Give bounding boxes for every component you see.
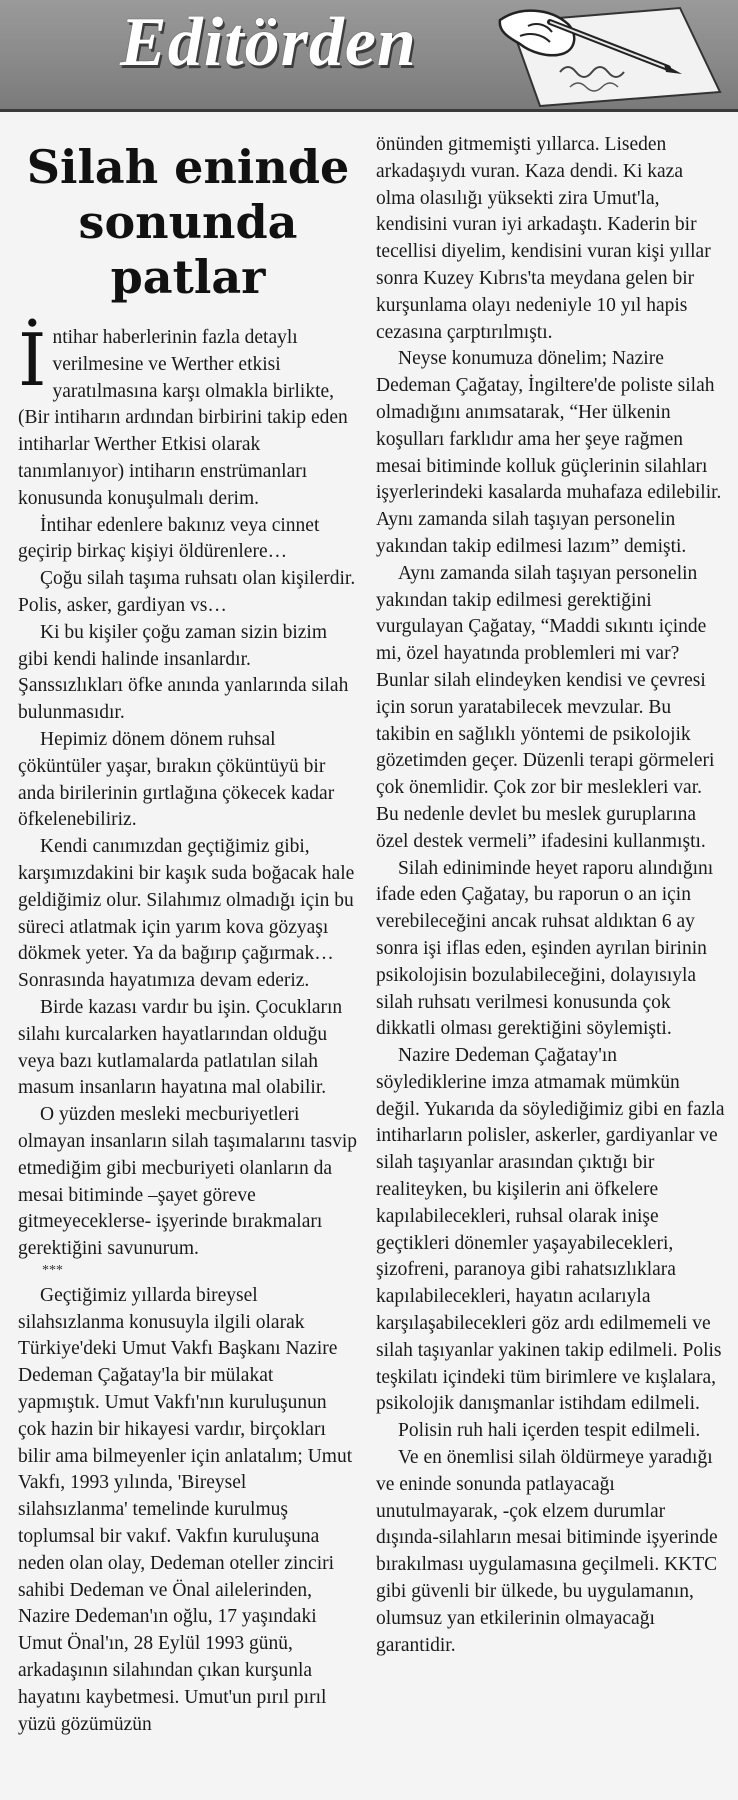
body-paragraph: önünden gitmemişti yıllarca. Liseden arkadaşıydı vuran. Kaza dendi. Ki kaza olma olasılığı yüksekti zira Umut'la, kendisini vuran iyi arkadaştı. Kaderin bir tecellisi diyelim, kendisini vuran kişi yıllar sonra Kuzey Kıbrıs'ta meydana gelen bir kurşunlama olayı nedeniyle 10 yıl hapis cezasına çarptırılmıştı.: [376, 134, 711, 343]
section-banner: [0, 0, 738, 112]
right-column: [376, 132, 726, 1659]
body-paragraph: Ve en önemlisi silah öldürmeye yaradığı ve eninde sonunda patlayacağı unutulmayarak, -çok elzem durumlar dışında-silahların mesai bitiminde işyerinde bırakılması uygulamasına geçilmeli. KKTC gibi güvenli bir ülkede, bu uygulamanın, olumsuz yan etkilerinin olmayacağı garantidir.: [376, 1447, 718, 1656]
body-paragraph: Geçtiğimiz yıllarda bireysel silahsızlanma konusuyla ilgili olarak Türkiye'deki Umut Vakfı Başkanı Nazire Dedeman Çağatay'la bir mülakat yapmıştık. Umut Vakfı'nın kuruluşunun çok hazin bir hikayesi vardır, birçokları bilir ama bilmeyenler için anlatalım; Umut Vakfı, 1993 yılında, 'Bireysel silahsızlanma' temelinde kurulmuş toplumsal bir vakıf. Vakfın kuruluşuna neden olan olay, Dedeman oteller zinciri sahibi Dedeman ve Önal ailelerinden, Nazire Dedeman'ın oğlu, 17 yaşındaki Umut Önal'ın, 28 Eylül 1993 günü, arkadaşının silahından çıkan kurşunla hayatını kaybetmesi. Umut'un pırıl pırıl yüzü gözümüzün: [18, 1284, 353, 1735]
section-separator: ***: [42, 1262, 63, 1278]
pen-and-paper-icon: [450, 2, 730, 107]
body-paragraph: O yüzden mesleki mecburiyetleri olmayan insanların silah taşımalarını tasvip etmediğim gibi mecburiyeti olanların da mesai bitiminde –şayet göreve gitmeyeceklerse- işyerinde bırakmaları gerektiğini savunurum.: [18, 1104, 358, 1260]
body-paragraph: İntihar edenlere bakınız veya cinnet geçirip birkaç kişiyi öldürenlere…: [18, 514, 320, 563]
body-paragraph: Kendi canımızdan geçtiğimiz gibi, karşımızdakini bir kaşık suda boğacak hale geldiğimiz olur. Silahımız olmadığı için bu süreci atlatmak için yarım kova gözyaşı dökmek yeter. Ya da bağırıp çağırmak… Sonrasında hayatımıza devam ederiz.: [18, 836, 355, 992]
headline-line: Silah eninde: [26, 140, 350, 194]
headline-line: patlar: [110, 250, 266, 304]
body-paragraph: Birde kazası vardır bu işin. Çocukların silahı kurcalarken hayatlarından olduğu veya bazı kutlamalarda patlatılan silah masum insanların hayatına mal olabilir.: [18, 996, 343, 1099]
article-headline: [18, 140, 358, 305]
body-paragraph: Ki bu kişiler çoğu zaman sizin bizim gibi kendi halinde insanlardır. Şanssızlıkları öfke anında yanlarında silah bulunmasıdır.: [18, 621, 349, 724]
drop-cap: İ: [18, 318, 47, 402]
body-paragraph: Nazire Dedeman Çağatay'ın söylediklerine imza atmamak mümkün değil. Yukarıda da söylediğimiz gibi en fazla intiharların polisler, askerler, gardiyanlar ve silah taşıyanlar arasından çıktığı bir realiteyken, bu kişilerin ani öfkelere kapılabilecekleri, ruhsal olarak inişe geçtikleri dönemler yaşayabilecekleri, şizofreni, paranoya gibi rahatsızlıklara kapılabilecekleri, hayatın acılarıyla karşılaşabilecekleri göz ardı edilmemeli ve silah taşıyanlar yakinen takip edilmeli. Polis teşkilatı içindeki tüm birimlere ve kışlalara, psikolojik danışmanlar istihdam edilmeli.: [376, 1045, 725, 1415]
body-paragraph: Silah ediniminde heyet raporu alındığını ifade eden Çağatay, bu raporun o an için verebileceğini ancak ruhsat aldıktan 6 ay sonra işi iflas eden, eşinden ayrılan birinin psikolojisin bozulabileceğini, dolayısıyla silah ruhsatı verilmesi konusunda çok dikkatli olması gerektiğini söylemişti.: [376, 857, 714, 1040]
headline-line: sonunda: [78, 195, 298, 249]
body-paragraph: Hepimiz dönem dönem ruhsal çöküntüler yaşar, bırakın çöküntüyü bir anda birilerinin gırtlağına çökecek kadar öfkelenebiliriz.: [18, 728, 335, 831]
lead-paragraph: [18, 318, 358, 513]
lead-paragraph-text: ntihar haberlerinin fazla detaylı verilmesine ve Werther etkisi yaratılmasına karşı olmakla birlikte, (Bir intiharın ardından birbirini takip eden intiharlar Werther Etkisi olarak tanımlanıyor) intiharın enstrümanları konusunda konuşulmalı derim.: [18, 327, 348, 509]
body-paragraph: Aynı zamanda silah taşıyan personelin yakından takip edilmesi gerektiğini vurgulayan Çağatay, “Maddi sıkıntı içinde mi, özel hayatında problemleri mi var? Bunlar silah elindeyken kendisi ve çevresi için sorun yaratabilecek mevzular. Bu takibin en sağlıklı yöntemi de psikolojik gözetimden geçer. Düzenli terapi görmeleri çok önemlidir. Çok zor bir meslekleri var. Bu nedenle devlet bu meslek guruplarına özel destek vermeli” ifadesini kullanmıştı.: [376, 562, 715, 852]
left-column: [18, 132, 358, 1738]
body-paragraph: Polisin ruh hali içerden tespit edilmeli.: [398, 1420, 701, 1442]
body-paragraph: Çoğu silah taşıma ruhsatı olan kişilerdir. Polis, asker, gardiyan vs…: [18, 568, 356, 616]
section-title: Editörden: [120, 4, 417, 81]
body-paragraph: Neyse konumuza dönelim; Nazire Dedeman Çağatay, İngiltere'de poliste silah olmadığını anımsatarak, “Her ülkenin koşulları farklıdır ama her şeye rağmen mesai bitiminde kolluk güçlerinin silahları işyerlerindeki kasalarda muhafaza edilebilir. Aynı zamanda silah taşıyan personelin yakından takip edilmesi lazım” demişti.: [376, 348, 722, 557]
